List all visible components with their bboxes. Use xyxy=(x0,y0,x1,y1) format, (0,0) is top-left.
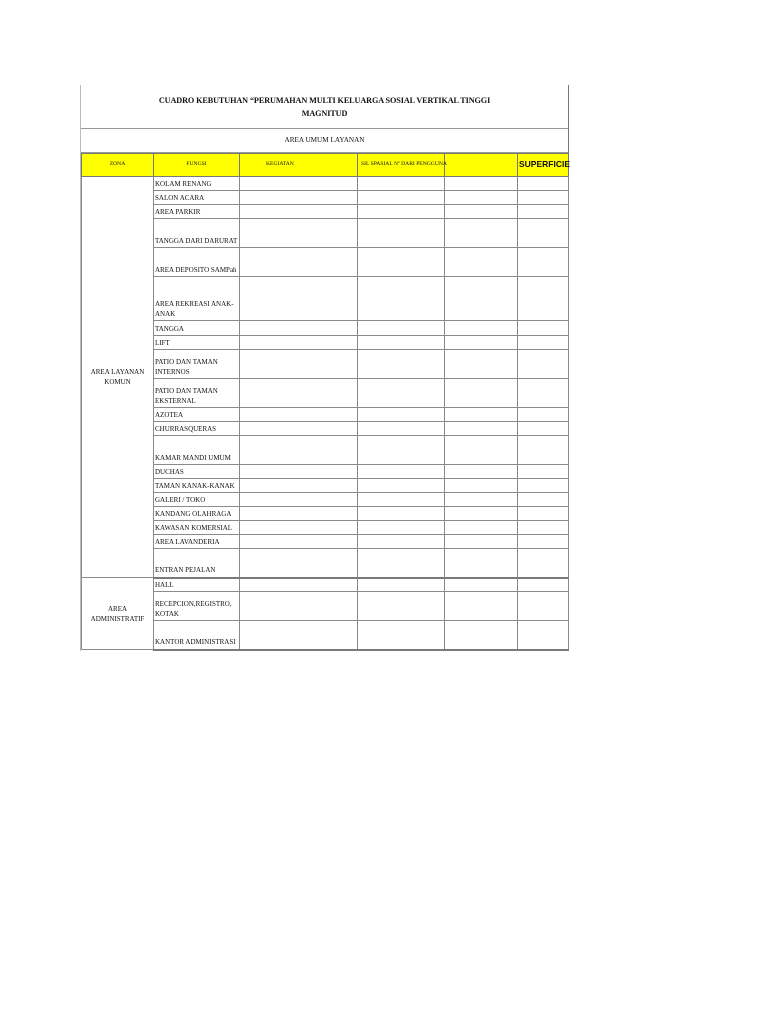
superficie-cell[interactable] xyxy=(518,205,569,219)
fungsi-cell: CHURRASQUERAS xyxy=(154,422,240,436)
sil-cell[interactable] xyxy=(358,191,445,205)
zone-label: AREA LAYANAN KOMUN xyxy=(82,177,154,578)
sil-cell[interactable] xyxy=(358,408,445,422)
section-subtitle: AREA UMUM LAYANAN xyxy=(81,129,568,153)
superficie-cell[interactable] xyxy=(518,436,569,465)
blank-cell[interactable] xyxy=(445,379,518,408)
fungsi-cell: AREA REKREASI ANAK-ANAK xyxy=(154,277,240,321)
fungsi-cell: SALON ACARA xyxy=(154,191,240,205)
sil-cell[interactable] xyxy=(358,507,445,521)
zone-label: AREA ADMINISTRATIF xyxy=(82,578,154,650)
table-row xyxy=(82,592,569,621)
header-sil-spasial: SIL SPASIAL Nº DARI PENGGUNA xyxy=(358,154,445,177)
sil-cell[interactable] xyxy=(358,336,445,350)
blank-cell[interactable] xyxy=(445,436,518,465)
blank-cell[interactable] xyxy=(445,277,518,321)
sil-cell[interactable] xyxy=(358,350,445,379)
header-superficie: SUPERFICIE xyxy=(518,154,569,177)
blank-cell[interactable] xyxy=(445,578,518,592)
table-row xyxy=(82,479,569,493)
fungsi-cell: PATIO DAN TAMAN EKSTERNAL xyxy=(154,379,240,408)
requirements-table xyxy=(81,153,569,651)
table-row xyxy=(82,422,569,436)
fungsi-cell: AREA PARKIR xyxy=(154,205,240,219)
kegiatan-cell[interactable] xyxy=(240,379,358,408)
fungsi-cell: HALL xyxy=(154,578,240,592)
sil-cell[interactable] xyxy=(358,621,445,650)
kegiatan-cell[interactable] xyxy=(240,535,358,549)
superficie-cell[interactable] xyxy=(518,507,569,521)
sil-cell[interactable] xyxy=(358,578,445,592)
kegiatan-cell[interactable] xyxy=(240,191,358,205)
table-row xyxy=(82,277,569,321)
table-row xyxy=(82,621,569,650)
superficie-cell[interactable] xyxy=(518,408,569,422)
header-blank xyxy=(445,154,518,177)
fungsi-cell: AREA LAVANDERIA xyxy=(154,535,240,549)
blank-cell[interactable] xyxy=(445,350,518,379)
document-title xyxy=(81,85,568,129)
kegiatan-cell[interactable] xyxy=(240,336,358,350)
fungsi-cell: TANGGA DARI DARURAT xyxy=(154,219,240,248)
superficie-cell[interactable] xyxy=(518,465,569,479)
sil-cell[interactable] xyxy=(358,549,445,578)
superficie-cell[interactable] xyxy=(518,177,569,191)
sil-cell[interactable] xyxy=(358,219,445,248)
table-row xyxy=(82,219,569,248)
superficie-cell[interactable] xyxy=(518,191,569,205)
blank-cell[interactable] xyxy=(445,493,518,507)
sil-cell[interactable] xyxy=(358,436,445,465)
sil-cell[interactable] xyxy=(358,321,445,336)
fungsi-cell: PATIO DAN TAMAN INTERNOS xyxy=(154,350,240,379)
sil-cell[interactable] xyxy=(358,205,445,219)
superficie-cell[interactable] xyxy=(518,321,569,336)
kegiatan-cell[interactable] xyxy=(240,521,358,535)
blank-cell[interactable] xyxy=(445,621,518,650)
kegiatan-cell[interactable] xyxy=(240,177,358,191)
superficie-cell[interactable] xyxy=(518,535,569,549)
fungsi-cell: RECEPCION,REGISTRO, KOTAK xyxy=(154,592,240,621)
fungsi-cell: KAMAR MANDI UMUM xyxy=(154,436,240,465)
superficie-cell[interactable] xyxy=(518,379,569,408)
blank-cell[interactable] xyxy=(445,205,518,219)
blank-cell[interactable] xyxy=(445,191,518,205)
blank-cell[interactable] xyxy=(445,321,518,336)
header-kegiatan: KEGIATAN xyxy=(240,154,358,177)
header-fungsi: FUNGSI xyxy=(154,154,240,177)
table-row xyxy=(82,493,569,507)
kegiatan-cell[interactable] xyxy=(240,408,358,422)
superficie-cell[interactable] xyxy=(518,479,569,493)
blank-cell[interactable] xyxy=(445,177,518,191)
sil-cell[interactable] xyxy=(358,521,445,535)
blank-cell[interactable] xyxy=(445,479,518,493)
table-row xyxy=(82,336,569,350)
blank-cell[interactable] xyxy=(445,219,518,248)
kegiatan-cell[interactable] xyxy=(240,578,358,592)
blank-cell[interactable] xyxy=(445,248,518,277)
fungsi-cell: KANDANG OLAHRAGA xyxy=(154,507,240,521)
sil-cell[interactable] xyxy=(358,422,445,436)
blank-cell[interactable] xyxy=(445,465,518,479)
kegiatan-cell[interactable] xyxy=(240,479,358,493)
table-row xyxy=(82,177,569,191)
table-row xyxy=(82,436,569,465)
superficie-cell[interactable] xyxy=(518,422,569,436)
superficie-cell[interactable] xyxy=(518,336,569,350)
kegiatan-cell[interactable] xyxy=(240,422,358,436)
kegiatan-cell[interactable] xyxy=(240,493,358,507)
blank-cell[interactable] xyxy=(445,549,518,578)
table-row xyxy=(82,205,569,219)
table-row xyxy=(82,321,569,336)
blank-cell[interactable] xyxy=(445,336,518,350)
superficie-cell[interactable] xyxy=(518,248,569,277)
table-row xyxy=(82,507,569,521)
blank-cell[interactable] xyxy=(445,521,518,535)
kegiatan-cell[interactable] xyxy=(240,248,358,277)
table-row xyxy=(82,578,569,592)
table-row xyxy=(82,350,569,379)
blank-cell[interactable] xyxy=(445,422,518,436)
kegiatan-cell[interactable] xyxy=(240,219,358,248)
table-row xyxy=(82,521,569,535)
blank-cell[interactable] xyxy=(445,535,518,549)
table-row xyxy=(82,248,569,277)
table-row xyxy=(82,465,569,479)
fungsi-cell: AREA DEPOSITO SAMPah xyxy=(154,248,240,277)
kegiatan-cell[interactable] xyxy=(240,205,358,219)
superficie-cell[interactable] xyxy=(518,549,569,578)
kegiatan-cell[interactable] xyxy=(240,436,358,465)
fungsi-cell: GALERI / TOKO xyxy=(154,493,240,507)
blank-cell[interactable] xyxy=(445,507,518,521)
sil-cell[interactable] xyxy=(358,592,445,621)
fungsi-cell: LIFT xyxy=(154,336,240,350)
sil-cell[interactable] xyxy=(358,479,445,493)
table-row xyxy=(82,549,569,578)
superficie-cell[interactable] xyxy=(518,219,569,248)
fungsi-cell: KANTOR ADMINISTRASI xyxy=(154,621,240,650)
sil-cell[interactable] xyxy=(358,248,445,277)
kegiatan-cell[interactable] xyxy=(240,549,358,578)
kegiatan-cell[interactable] xyxy=(240,507,358,521)
kegiatan-cell[interactable] xyxy=(240,321,358,336)
fungsi-cell: KOLAM RENANG xyxy=(154,177,240,191)
kegiatan-cell[interactable] xyxy=(240,621,358,650)
fungsi-cell: AZOTEA xyxy=(154,408,240,422)
fungsi-cell: TAMAN KANAK-KANAK xyxy=(154,479,240,493)
sil-cell[interactable] xyxy=(358,493,445,507)
table-row xyxy=(82,191,569,205)
kegiatan-cell[interactable] xyxy=(240,350,358,379)
table-row xyxy=(82,535,569,549)
table-body xyxy=(82,177,569,650)
sil-cell[interactable] xyxy=(358,177,445,191)
superficie-cell[interactable] xyxy=(518,578,569,592)
kegiatan-cell[interactable] xyxy=(240,277,358,321)
requirements-table-sheet xyxy=(80,85,569,651)
document-title-line-2: MAGNITUD xyxy=(301,109,348,118)
table-row xyxy=(82,379,569,408)
superficie-cell[interactable] xyxy=(518,493,569,507)
kegiatan-cell[interactable] xyxy=(240,592,358,621)
superficie-cell[interactable] xyxy=(518,350,569,379)
fungsi-cell: KAWASAN KOMERSIAL xyxy=(154,521,240,535)
document-title-line-1: CUADRO KEBUTUHAN “PERUMAHAN MULTI KELUARGA SOSIAL VERTIKAL TINGGI xyxy=(158,96,491,105)
sil-cell[interactable] xyxy=(358,379,445,408)
kegiatan-cell[interactable] xyxy=(240,465,358,479)
table-row xyxy=(82,408,569,422)
table-header-row xyxy=(82,154,569,177)
superficie-cell[interactable] xyxy=(518,277,569,321)
header-zona: ZONA xyxy=(82,154,154,177)
sil-cell[interactable] xyxy=(358,535,445,549)
blank-cell[interactable] xyxy=(445,592,518,621)
superficie-cell[interactable] xyxy=(518,521,569,535)
fungsi-cell: DUCHAS xyxy=(154,465,240,479)
superficie-cell[interactable] xyxy=(518,592,569,621)
superficie-cell[interactable] xyxy=(518,621,569,650)
blank-cell[interactable] xyxy=(445,408,518,422)
fungsi-cell: ENTRAN PEJALAN xyxy=(154,549,240,578)
fungsi-cell: TANGGA xyxy=(154,321,240,336)
sil-cell[interactable] xyxy=(358,465,445,479)
sil-cell[interactable] xyxy=(358,277,445,321)
